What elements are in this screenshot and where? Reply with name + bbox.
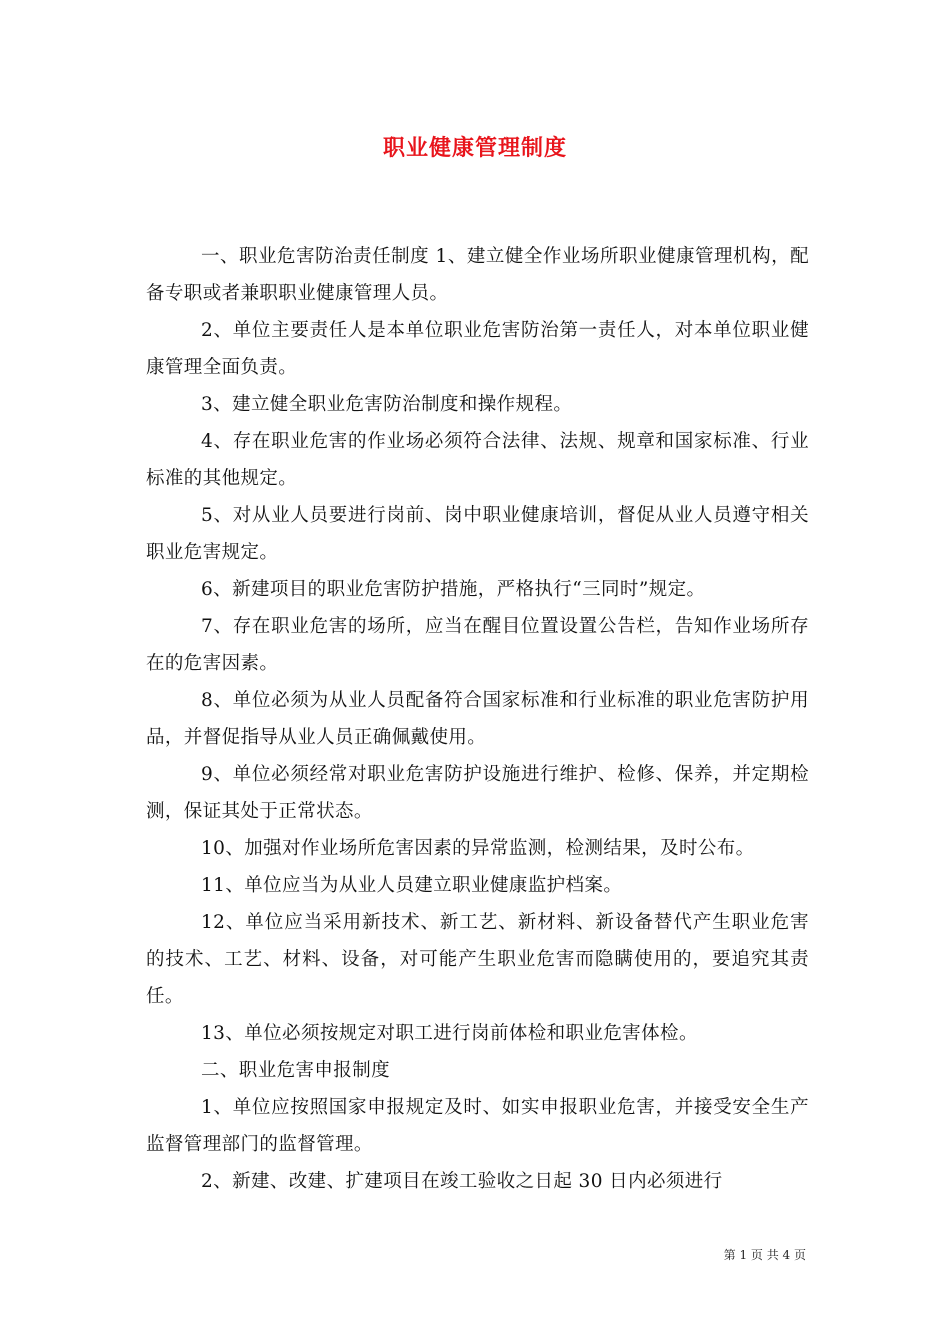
paragraph: 5、对从业人员要进行岗前、岗中职业健康培训，督促从业人员遵守相关职业危害规定。 xyxy=(146,505,809,563)
paragraph: 9、单位必须经常对职业危害防护设施进行维护、检修、保养，并定期检测，保证其处于正常状态。 xyxy=(146,764,809,822)
paragraph: 12、单位应当采用新技术、新工艺、新材料、新设备替代产生职业危害的技术、工艺、材料、设备，对可能产生职业危害而隐瞒使用的，要追究其责任。 xyxy=(146,912,809,1007)
page-number: 第 1 页 共 4 页 xyxy=(723,1248,806,1262)
paragraph: 3、建立健全职业危害防治制度和操作规程。 xyxy=(201,394,573,415)
document-title: 职业健康管理制度 xyxy=(382,135,567,161)
paragraph: 13、单位必须按规定对职工进行岗前体检和职业危害体检。 xyxy=(201,1023,698,1044)
paragraph: 1、单位应按照国家申报规定及时、如实申报职业危害，并接受安全生产监督管理部门的监督管理。 xyxy=(146,1097,809,1155)
paragraph: 6、新建项目的职业危害防护措施，严格执行“三同时”规定。 xyxy=(201,579,706,600)
paragraph: 2、单位主要责任人是本单位职业危害防治第一责任人，对本单位职业健康管理全面负责。 xyxy=(146,320,809,378)
paragraph: 4、存在职业危害的作业场必须符合法律、法规、规章和国家标准、行业标准的其他规定。 xyxy=(146,431,809,489)
paragraph: 8、单位必须为从业人员配备符合国家标准和行业标准的职业危害防护用品，并督促指导从业人员正确佩戴使用。 xyxy=(146,690,809,748)
paragraph: 11、单位应当为从业人员建立职业健康监护档案。 xyxy=(201,875,623,896)
paragraph: 7、存在职业危害的场所，应当在醒目位置设置公告栏，告知作业场所存在的危害因素。 xyxy=(146,616,809,674)
paragraph: 一、职业危害防治责任制度 1、建立健全作业场所职业健康管理机构，配备专职或者兼职职业健康管理人员。 xyxy=(146,246,809,304)
paragraph: 10、加强对作业场所危害因素的异常监测，检测结果，及时公布。 xyxy=(201,838,755,859)
document-body xyxy=(146,238,809,1200)
section-heading: 二、职业危害申报制度 xyxy=(201,1060,391,1081)
paragraph: 2、新建、改建、扩建项目在竣工验收之日起 30 日内必须进行 xyxy=(201,1171,723,1192)
